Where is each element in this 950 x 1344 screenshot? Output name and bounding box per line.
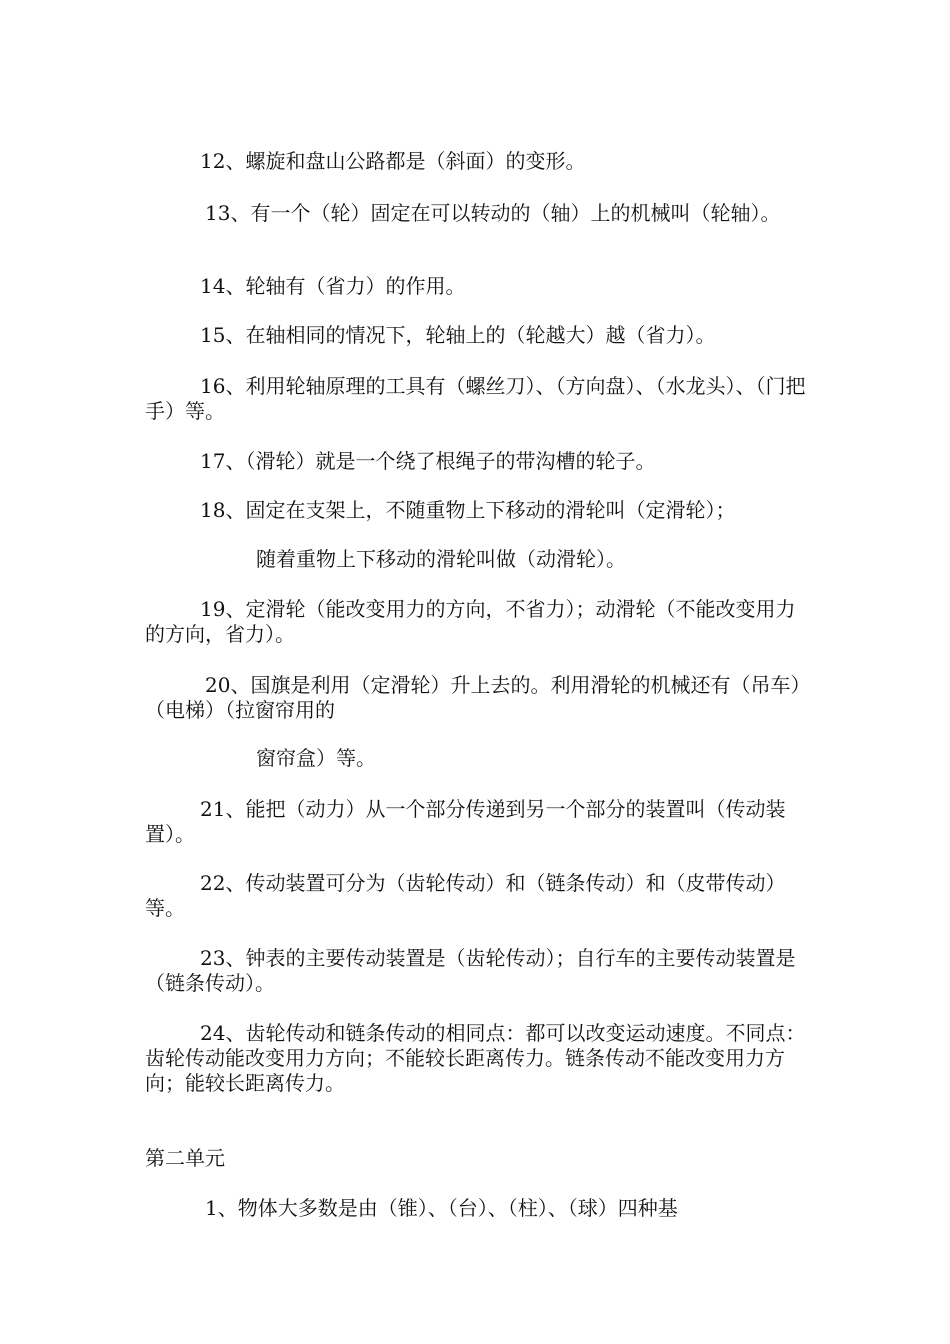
paragraph-15: 15、在轴相同的情况下，轮轴上的（轮越大）越（省力）。 <box>200 323 716 347</box>
paragraph-16: 16、利用轮轴原理的工具有（螺丝刀）、（方向盘）、（水龙头）、（门把手）等。 <box>145 374 806 423</box>
paragraph-14: 14、轮轴有（省力）的作用。 <box>200 274 466 298</box>
paragraph-23: 23、钟表的主要传动装置是（齿轮传动）；自行车的主要传动装置是（链条传动）。 <box>145 946 796 995</box>
paragraph-18: 18、固定在支架上，不随重物上下移动的滑轮叫（定滑轮）； <box>200 498 736 522</box>
paragraph-17: 17、（滑轮）就是一个绕了根绳子的带沟槽的轮子。 <box>200 449 656 473</box>
paragraph-22: 22、传动装置可分为（齿轮传动）和（链条传动）和（皮带传动）等。 <box>145 871 786 920</box>
paragraph-19: 19、定滑轮（能改变用力的方向，不省力）；动滑轮（不能改变用力的方向，省力）。 <box>145 597 796 646</box>
paragraph-20-continued: 窗帘盒）等。 <box>256 746 376 770</box>
section-heading: 第二单元 <box>145 1146 225 1170</box>
paragraph-20: 20、国旗是利用（定滑轮）升上去的。利用滑轮的机械还有（吊车）（电梯）（拉窗帘用的 <box>145 673 801 722</box>
paragraph-18-continued: 随着重物上下移动的滑轮叫做（动滑轮）。 <box>256 547 626 571</box>
paragraph-12: 12、螺旋和盘山公路都是（斜面）的变形。 <box>200 149 586 173</box>
paragraph-24: 24、齿轮传动和链条传动的相同点：都可以改变运动速度。不同点：齿轮传动能改变用力方向；不能较长距离传力。链条传动不能改变用力方向；能较长距离传力。 <box>145 1021 806 1095</box>
paragraph-13: 13、有一个（轮）固定在可以转动的（轴）上的机械叫（轮轴）。 <box>205 201 781 225</box>
paragraph-21: 21、能把（动力）从一个部分传递到另一个部分的装置叫（传动装置）。 <box>145 797 786 846</box>
section-paragraph-1: 1、物体大多数是由（锥）、（台）、（柱）、（球）四种基 <box>205 1196 678 1220</box>
